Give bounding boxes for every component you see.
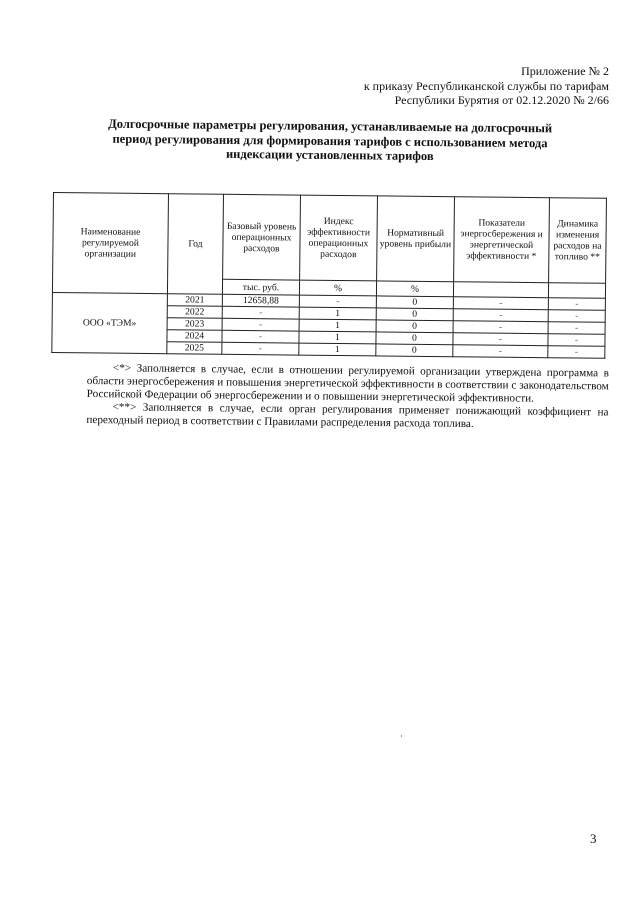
base-cell: - xyxy=(222,330,299,343)
profit-cell: 0 xyxy=(376,296,453,309)
fuel-cell: - xyxy=(548,334,605,347)
profit-cell: 0 xyxy=(376,332,453,345)
index-cell: 1 xyxy=(299,343,376,356)
energy-cell: - xyxy=(453,309,548,322)
appendix-order-date: Республики Бурятия от 02.12.2020 № 2/66 xyxy=(394,93,609,107)
year-cell: 2023 xyxy=(167,318,222,331)
header-base: Базовый уровень операционных расходов xyxy=(223,194,301,280)
energy-cell: - xyxy=(453,297,548,310)
table-header-row xyxy=(53,193,607,284)
footnotes xyxy=(86,362,609,432)
unit-fuel xyxy=(548,283,605,299)
parameters-table xyxy=(51,192,607,359)
profit-cell: 0 xyxy=(376,344,453,357)
base-cell: - xyxy=(222,318,299,331)
footnote-fuel: <**> Заполняется в случае, если орган регулирования применяет понижающий коэффициент на переходный период в соответствии с Правилами распределения расхода топлива. xyxy=(86,401,609,431)
document-title: Долгосрочные параметры регулирования, устанавливаемые на долгосрочный период регулирования для формирования тарифов с использованием метода индексации установленных тарифов xyxy=(108,116,553,164)
unit-profit: % xyxy=(376,281,453,297)
unit-energy xyxy=(453,282,548,298)
index-cell: 1 xyxy=(299,319,376,332)
header-year: Год xyxy=(167,194,223,295)
year-cell: 2022 xyxy=(167,306,222,319)
base-cell: - xyxy=(222,342,299,355)
base-cell: - xyxy=(222,306,299,319)
fuel-cell: - xyxy=(548,298,605,311)
index-cell: - xyxy=(299,295,376,308)
header-energy: Показатели энергосбережения и энергетической эффективности * xyxy=(454,197,550,283)
header-fuel: Динамика изменения расходов на топливо ** xyxy=(549,198,607,284)
energy-cell: - xyxy=(453,345,548,358)
year-cell: 2025 xyxy=(167,342,222,355)
unit-base: тыс. руб. xyxy=(222,279,299,295)
appendix-number: Приложение № 2 xyxy=(521,64,609,78)
profit-cell: 0 xyxy=(376,308,453,321)
parameters-table-wrapper xyxy=(51,192,607,359)
profit-cell: 0 xyxy=(376,320,453,333)
page-number: 3 xyxy=(590,831,597,846)
year-cell: 2024 xyxy=(167,330,222,343)
index-cell: 1 xyxy=(299,331,376,344)
unit-index: % xyxy=(299,280,376,296)
appendix-order-ref: к приказу Республиканской службы по тарифам xyxy=(363,78,609,93)
year-cell: 2021 xyxy=(167,294,222,307)
footnote-energy: <*> Заполняется в случае, если в отношении регулируемой организации утверждена программа в области энергосбережения и повышения энергетической эффективности в соответствии с законодательством Российской Федерации об энергосбережении и о повышении энергетической эффективности. xyxy=(86,362,609,405)
energy-cell: - xyxy=(453,321,548,334)
header-profit: Нормативный уровень прибыли xyxy=(377,196,455,282)
energy-cell: - xyxy=(453,333,548,346)
org-name-cell: ООО «ТЭМ» xyxy=(52,292,168,353)
index-cell: 1 xyxy=(299,307,376,320)
header-index: Индекс эффективности операционных расходов xyxy=(300,195,378,281)
fuel-cell: - xyxy=(548,322,605,335)
fuel-cell: - xyxy=(548,310,605,323)
base-cell: 12658,88 xyxy=(222,294,299,307)
header-org: Наименование регулируемой организации xyxy=(52,193,168,294)
appendix-header xyxy=(289,64,609,108)
scan-speck xyxy=(401,735,402,737)
fuel-cell: - xyxy=(548,346,605,359)
